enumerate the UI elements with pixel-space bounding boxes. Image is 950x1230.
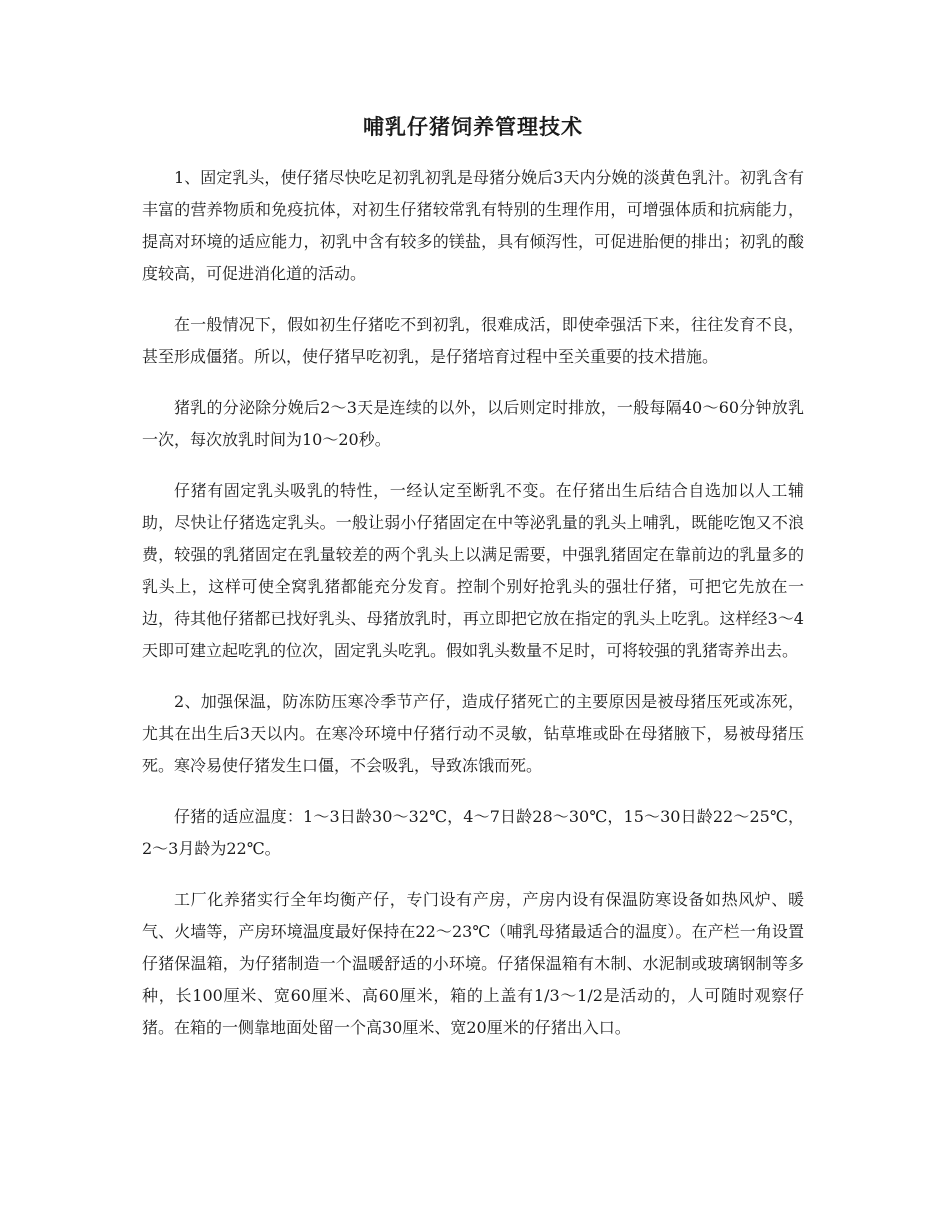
paragraph-5: 2、加强保温，防冻防压寒冷季节产仔，造成仔猪死亡的主要原因是被母猪压死或冻死，尤其在出生后3天以内。在寒冷环境中仔猪行动不灵敏，钻草堆或卧在母猪腋下，易被母猪压死。寒冷易使仔猪发生口僵，不会吸乳，导致冻饿而死。	[142, 692, 804, 775]
paragraph-3: 猪乳的分泌除分娩后2～3天是连续的以外，以后则定时排放，一般每隔40～60分钟放乳一次，每次放乳时间为10～20秒。	[142, 398, 804, 449]
paragraph-2: 在一般情况下，假如初生仔猪吃不到初乳，很难成活，即使牵强活下来，往往发育不良，甚至形成僵猪。所以，使仔猪早吃初乳，是仔猪培育过程中至关重要的技术措施。	[142, 315, 804, 366]
paragraph-6: 仔猪的适应温度：1～3日龄30～32℃，4～7日龄28～30℃，15～30日龄22～25℃，2～3月龄为22℃。	[142, 807, 804, 858]
paragraph-1: 1、固定乳头，使仔猪尽快吃足初乳初乳是母猪分娩后3天内分娩的淡黄色乳汁。初乳含有丰富的营养物质和免疫抗体，对初生仔猪较常乳有特别的生理作用，可增强体质和抗病能力，提高对环境的适应能力，初乳中含有较多的镁盐，具有倾泻性，可促进胎便的排出；初乳的酸度较高，可促进消化道的活动。	[142, 168, 804, 283]
document-title: 哺乳仔猪饲养管理技术	[363, 114, 583, 139]
paragraph-4: 仔猪有固定乳头吸乳的特性，一经认定至断乳不变。在仔猪出生后结合自选加以人工辅助，尽快让仔猪选定乳头。一般让弱小仔猪固定在中等泌乳量的乳头上哺乳，既能吃饱又不浪费，较强的乳猪固定在乳量较差的两个乳头上以满足需要，中强乳猪固定在靠前边的乳量多的乳头上，这样可使全窝乳猪都能充分发育。控制个别好抢乳头的强壮仔猪，可把它先放在一边，待其他仔猪都已找好乳头、母猪放乳时，再立即把它放在指定的乳头上吃乳。这样经3～4天即可建立起吃乳的位次，固定乳头吃乳。假如乳头数量不足时，可将较强的乳猪寄养出去。	[142, 481, 804, 660]
paragraph-7: 工厂化养猪实行全年均衡产仔，专门设有产房，产房内设有保温防寒设备如热风炉、暖气、火墙等，产房环境温度最好保持在22～23℃（哺乳母猪最适合的温度）。在产栏一角设置仔猪保温箱，为仔猪制造一个温暖舒适的小环境。仔猪保温箱有木制、水泥制或玻璃钢制等多种，长100厘米、宽60厘米、高60厘米，箱的上盖有1/3～1/2是活动的，人可随时观察仔猪。在箱的一侧靠地面处留一个高30厘米、宽20厘米的仔猪出入口。	[142, 890, 804, 1037]
